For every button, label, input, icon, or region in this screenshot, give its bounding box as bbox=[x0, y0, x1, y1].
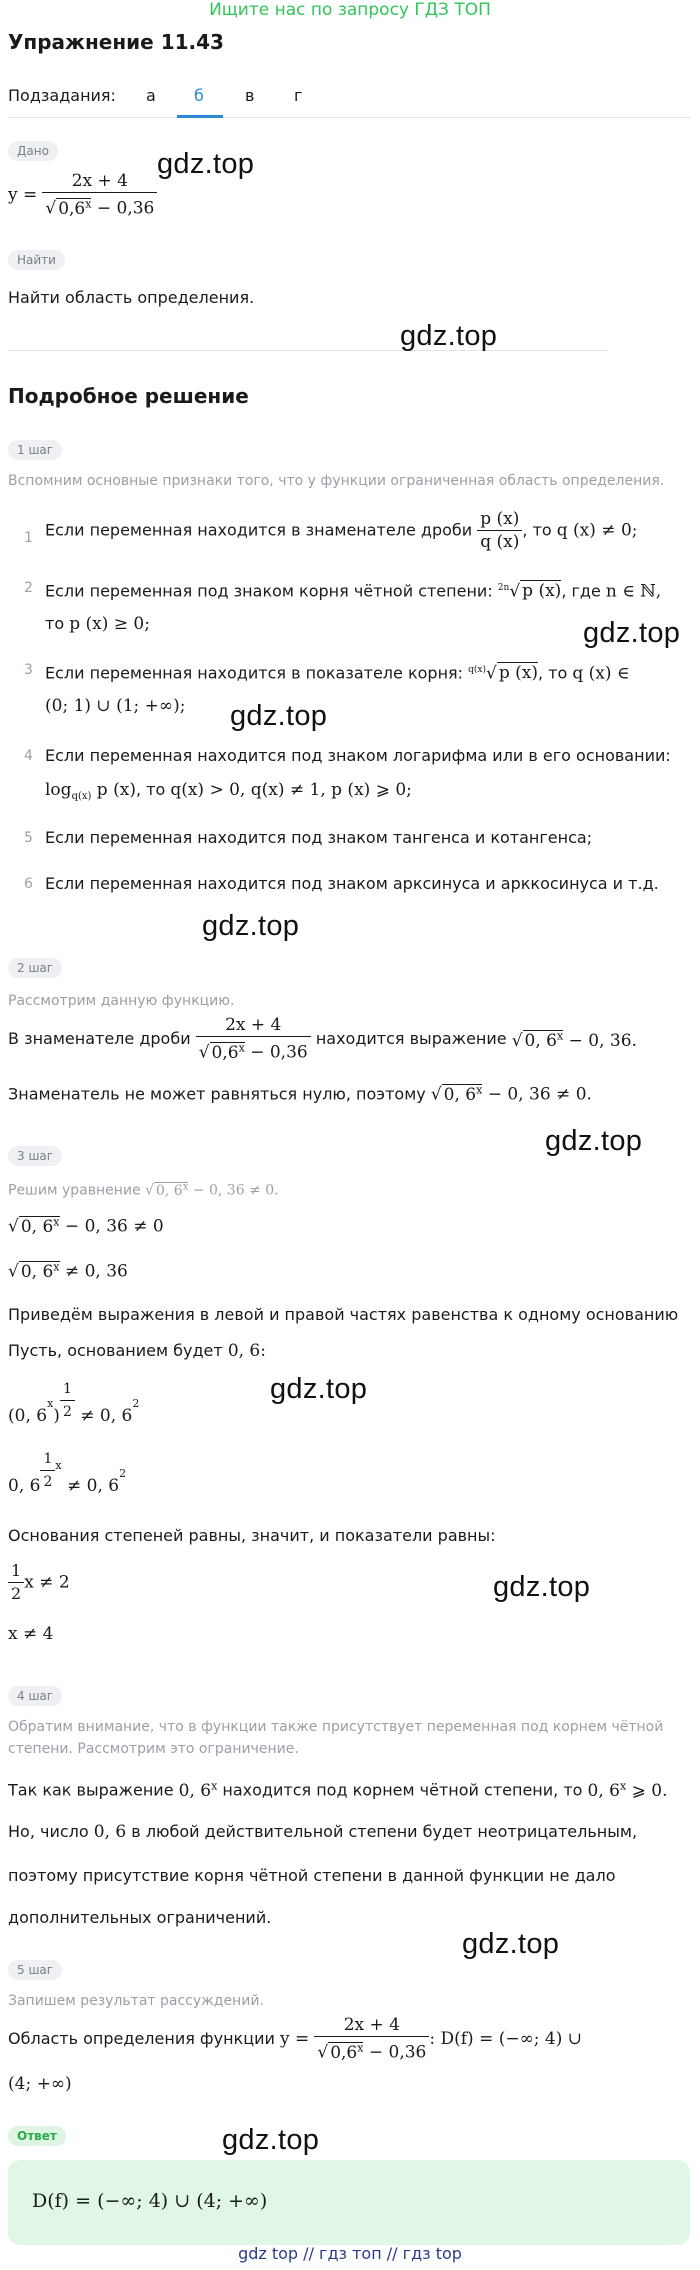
eq3-half-num: 1 bbox=[62, 1381, 72, 1397]
step3-t2-math: 0, 6: bbox=[227, 1341, 266, 1361]
tab-a[interactable]: а bbox=[146, 86, 156, 105]
eq2-exp: x bbox=[53, 1260, 60, 1273]
eq1-rest: − 0, 36 ≠ 0 bbox=[59, 1216, 164, 1237]
eq3-power: 2 bbox=[132, 1397, 140, 1410]
bottom-link-3[interactable]: гдз top bbox=[402, 2244, 462, 2263]
link-separator: // bbox=[303, 2244, 314, 2263]
list-item-2: Если переменная под знаком корня чётной степени: $^{2n}$√ p (x), где n ∈ ℕ, bbox=[45, 581, 662, 602]
given-rest: − 0,36 bbox=[91, 198, 155, 219]
step2-line2: Знаменатель не может равняться нулю, поэтому √ 0, $6^x - 0$, 36 ≠ 0. bbox=[8, 1083, 592, 1105]
step5-text: Область определения функции bbox=[8, 2028, 275, 2048]
list-item-4-cont bbox=[45, 778, 412, 809]
eq4-base: 0, 6 bbox=[8, 1476, 41, 1496]
item2-text-b: , где bbox=[561, 581, 606, 601]
given-lhs: y = bbox=[8, 184, 38, 205]
answer-text: D(f) = (−∞; 4) ∪ (4; +∞) bbox=[32, 2190, 268, 2212]
step4-l1-text: Так как выражение bbox=[8, 1780, 174, 1800]
step3-hint: Решим уравнение √ 0, $6^x - 0$, 36 ≠ 0. bbox=[8, 1181, 279, 1199]
watermark: gdz.top bbox=[222, 2124, 320, 2156]
step4-l2-math: 0, 6 bbox=[93, 1822, 127, 1842]
answer-box bbox=[8, 2160, 690, 2245]
step2-l1-text-b: находится выражение bbox=[315, 1028, 507, 1048]
bottom-link-1[interactable]: gdz top bbox=[238, 2244, 299, 2263]
item2-text: Если переменная под знаком корня чётной степени: bbox=[45, 581, 493, 601]
bottom-links bbox=[0, 2244, 700, 2263]
step3-hint-base: 0, 6 bbox=[156, 1182, 183, 1199]
watermark: gdz.top bbox=[583, 617, 681, 649]
given-chip: Дано bbox=[8, 141, 58, 161]
step2-fraction bbox=[196, 1014, 311, 1064]
item4-text-b: , то bbox=[135, 780, 171, 799]
item1-math: q (x) ≠ 0; bbox=[556, 520, 638, 541]
step2-frac-den: √ $0,6^x - 0,36$ bbox=[196, 1036, 311, 1064]
given-formula bbox=[8, 170, 157, 220]
step5-rest: − 0,36 bbox=[363, 2042, 427, 2063]
item3-math: q (x) ∈ bbox=[572, 663, 630, 684]
list-item-3: Если переменная находится в показателе корня: $^{q(x)}$√ p (x), то q (x) ∈ bbox=[45, 663, 630, 684]
top-banner: Ищите нас по запросу ГДЗ ТОП bbox=[209, 0, 491, 20]
watermark: gdz.top bbox=[545, 1125, 643, 1157]
step1-chip: 1 шаг bbox=[8, 440, 62, 460]
item1-fraction bbox=[477, 508, 522, 553]
item4-log-base: q(x) bbox=[71, 791, 92, 803]
eq3-left: (0, 6 bbox=[8, 1406, 48, 1426]
list-number: 5 bbox=[24, 830, 33, 846]
tab-g[interactable]: г bbox=[294, 86, 303, 105]
step5-fraction bbox=[314, 2014, 429, 2064]
step3-text3: Основания степеней равны, значит, и показатели равны: bbox=[8, 1526, 496, 1545]
eq4-half bbox=[40, 1448, 55, 1493]
step2-chip: 2 шаг bbox=[8, 958, 62, 978]
step4-l1-exp2: x bbox=[619, 1779, 627, 1792]
eq3-rest: ≠ 0, 6 bbox=[74, 1406, 133, 1426]
eq5-half-den: 2 bbox=[8, 1582, 24, 1605]
eq5-rest: x ≠ 2 bbox=[24, 1572, 70, 1593]
eq5-half bbox=[8, 1560, 24, 1605]
step5-chip: 5 шаг bbox=[8, 1960, 62, 1980]
step2-exp: x bbox=[238, 1041, 245, 1054]
step3-eq2: √ 0, $6^x \ne 0$, 36 bbox=[8, 1260, 128, 1282]
step2-l1-math: − 0, 36. bbox=[563, 1031, 637, 1052]
step4-hint: Обратим внимание, что в функции также присутствует переменная под корнем чётной степени. Рассмотрим это ограничение. bbox=[8, 1719, 664, 1757]
step3-eq1: √ 0, $6^x - 0$, 36 ≠ 0 bbox=[8, 1215, 164, 1237]
item1-text-b: , то bbox=[522, 520, 557, 540]
step1-hint: Вспомним основные признаки того, что у функции ограниченная область определения. bbox=[8, 473, 665, 489]
step3-text1: Приведём выражения в левой и правой частях равенства к одному основанию bbox=[8, 1305, 679, 1324]
given-numerator: 2x + 4 bbox=[71, 171, 128, 191]
subtasks-label: Подзадания: bbox=[8, 86, 116, 105]
active-tab-indicator bbox=[177, 115, 223, 118]
eq3-half bbox=[60, 1378, 75, 1423]
step3-eq4 bbox=[8, 1448, 126, 1496]
link-separator: // bbox=[386, 2244, 398, 2263]
section-divider bbox=[8, 350, 608, 351]
item4-math-e: q(x) > 0, q(x) ≠ 1, p (x) ⩾ 0; bbox=[170, 780, 412, 800]
item2-root-index: 2n bbox=[497, 583, 510, 593]
step5-math: : D(f) = (−∞; 4) ∪ bbox=[429, 2028, 582, 2049]
eq4-half-num: 1 bbox=[43, 1451, 53, 1467]
watermark: gdz.top bbox=[462, 1928, 560, 1960]
tab-v[interactable]: в bbox=[245, 86, 255, 105]
step4-l2-text: Но, число bbox=[8, 1822, 89, 1841]
tabs-divider bbox=[8, 117, 690, 118]
item1-frac-den: q (x) bbox=[477, 530, 522, 553]
step3-hint-math: − 0, 36 ≠ 0. bbox=[188, 1182, 279, 1199]
eq4-rest: ≠ 0, 6 bbox=[61, 1476, 120, 1496]
eq4-half-den: 2 bbox=[40, 1470, 55, 1493]
watermark: gdz.top bbox=[230, 700, 328, 732]
item3-text-b: , то bbox=[537, 663, 573, 683]
find-text: Найти область определения. bbox=[8, 288, 255, 307]
step5-lhs: y = bbox=[279, 2028, 310, 2049]
list-number: 1 bbox=[24, 530, 33, 546]
watermark: gdz.top bbox=[157, 148, 255, 180]
list-number: 2 bbox=[24, 580, 33, 596]
step2-l2-text: Знаменатель не может равняться нулю, поэтому bbox=[8, 1084, 426, 1104]
step3-text2 bbox=[8, 1339, 266, 1363]
eq3-paren: ) bbox=[53, 1406, 60, 1426]
watermark: gdz.top bbox=[493, 1571, 591, 1603]
list-number: 6 bbox=[24, 876, 33, 892]
step4-line2 bbox=[8, 1820, 637, 1844]
step2-l1-exp: x bbox=[557, 1029, 564, 1043]
step5-frac-den: √ $0,6^x - 0,36$ bbox=[314, 2036, 429, 2064]
item2-root: p (x) bbox=[522, 581, 562, 602]
item4-log: log bbox=[45, 780, 72, 800]
step2-line1: В знаменателе дроби $\frac{2x + 4}{√ 0,6^x - 0,36}$ находится выражение √ 0, $6^x - 0$, 36. bbox=[8, 1015, 637, 1063]
solution-heading: Подробное решение bbox=[8, 384, 249, 408]
step2-l2-exp: x bbox=[476, 1083, 483, 1096]
step4-l1-base2: 0, 6 bbox=[587, 1780, 620, 1801]
list-item-4: Если переменная находится под знаком логарифма или в его основании: bbox=[45, 746, 671, 765]
list-item-5: Если переменная находится под знаком тангенса и котангенса; bbox=[45, 828, 593, 847]
step4-line4: дополнительных ограничений. bbox=[8, 1908, 272, 1927]
step4-chip: 4 шаг bbox=[8, 1686, 62, 1706]
page-title: Упражнение 11.43 bbox=[8, 30, 224, 54]
eq2-base: 0, 6 bbox=[20, 1261, 54, 1282]
step5-exp: x bbox=[357, 2041, 364, 2054]
eq1-base: 0, 6 bbox=[20, 1216, 54, 1237]
step2-base: 0,6 bbox=[211, 1042, 239, 1063]
item3-math-e: (0; 1) ∪ (1; +∞); bbox=[45, 696, 186, 716]
list-item-6: Если переменная находится под знаком арксинуса и арккосинуса и т.д. bbox=[45, 874, 659, 893]
item3-root: p (x) bbox=[498, 663, 538, 684]
eq3-exp: x bbox=[47, 1397, 54, 1410]
step4-line3: поэтому присутствие корня чётной степени в данной функции не дало bbox=[8, 1866, 616, 1885]
step4-l1-exp: x bbox=[211, 1779, 218, 1792]
given-base: 0,6 bbox=[58, 198, 86, 219]
step3-chip: 3 шаг bbox=[8, 1146, 62, 1166]
watermark: gdz.top bbox=[270, 1373, 368, 1405]
item3-text: Если переменная находится в показателе корня: bbox=[45, 663, 464, 683]
tab-b[interactable]: б bbox=[194, 86, 204, 105]
step3-hint-exp: x bbox=[182, 1181, 189, 1192]
given-exp: x bbox=[85, 197, 92, 210]
step2-l1-base: 0, 6 bbox=[524, 1031, 557, 1052]
step2-hint: Рассмотрим данную функцию. bbox=[8, 993, 235, 1009]
list-number: 3 bbox=[24, 662, 33, 678]
item2-text-d: то bbox=[45, 614, 70, 633]
step3-hint-text: Решим уравнение bbox=[8, 1182, 141, 1199]
item4-math: p (x) bbox=[91, 780, 136, 800]
bottom-link-2[interactable]: гдз топ bbox=[319, 2244, 382, 2263]
answer-chip: Ответ bbox=[8, 2126, 66, 2146]
list-number: 4 bbox=[24, 748, 33, 764]
eq4-power: 2 bbox=[119, 1467, 127, 1480]
eq1-exp: x bbox=[53, 1215, 60, 1228]
step5-line1 bbox=[8, 2014, 582, 2064]
step3-eq3 bbox=[8, 1378, 139, 1426]
eq4-x: x bbox=[55, 1459, 62, 1472]
step2-l2-base: 0, 6 bbox=[443, 1084, 477, 1105]
item2-math: n ∈ ℕ, bbox=[605, 581, 662, 602]
step2-l2-math: − 0, 36 ≠ 0. bbox=[482, 1084, 592, 1105]
watermark: gdz.top bbox=[202, 910, 300, 942]
step5-base: 0,6 bbox=[330, 2042, 358, 2063]
item1-frac-num: p (x) bbox=[480, 509, 520, 529]
step5-frac-num: 2x + 4 bbox=[343, 2015, 400, 2035]
list-item-3-cont bbox=[45, 694, 185, 718]
step5-line2: (4; +∞) bbox=[8, 2074, 72, 2094]
list-item-1 bbox=[45, 508, 638, 553]
step2-frac-num: 2x + 4 bbox=[225, 1015, 282, 1035]
eq5-half-num: 1 bbox=[11, 1561, 22, 1580]
step4-l1-text-b: находится под корнем чётной степени, то bbox=[222, 1780, 583, 1800]
item2-math-e: p (x) ≥ 0; bbox=[69, 614, 150, 634]
step3-eq5 bbox=[8, 1560, 70, 1605]
item1-text: Если переменная находится в знаменателе дроби bbox=[45, 520, 473, 540]
step4-l2-text-b: в любой действительной степени будет неотрицательным, bbox=[131, 1822, 638, 1841]
watermark: gdz.top bbox=[400, 320, 498, 352]
list-item-2-cont bbox=[45, 612, 150, 636]
step3-eq6: x ≠ 4 bbox=[8, 1624, 54, 1644]
eq3-half-den: 2 bbox=[60, 1400, 75, 1423]
given-fraction bbox=[42, 170, 157, 220]
step3-t2-text: Пусть, основанием будет bbox=[8, 1341, 223, 1360]
step2-rest: − 0,36 bbox=[244, 1042, 308, 1063]
step4-line1 bbox=[8, 1774, 667, 1803]
eq2-rest: ≠ 0, 36 bbox=[59, 1261, 128, 1282]
step4-l1-math: ⩾ 0. bbox=[626, 1780, 668, 1801]
given-denominator: √ $0,6^x - 0,36$ bbox=[42, 192, 157, 220]
step5-hint: Запишем результат рассуждений. bbox=[8, 1993, 264, 2009]
step2-l1-text: В знаменателе дроби bbox=[8, 1028, 191, 1048]
item3-root-index: q(x) bbox=[468, 665, 486, 675]
find-chip: Найти bbox=[8, 250, 65, 270]
step4-l1-base: 0, 6 bbox=[178, 1780, 212, 1801]
